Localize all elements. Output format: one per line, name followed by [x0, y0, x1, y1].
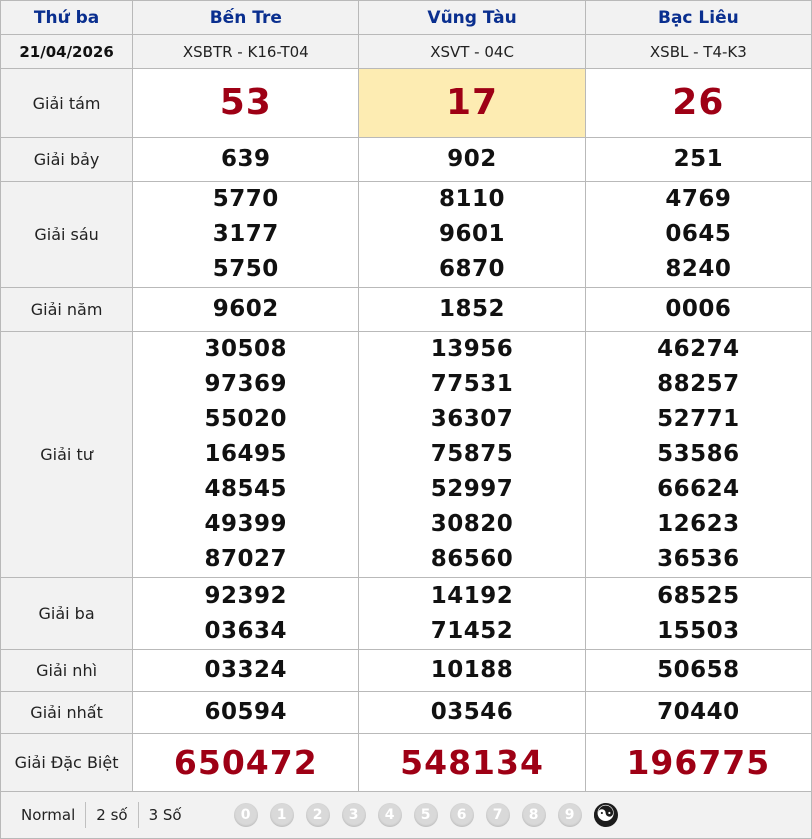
number: 60594 — [204, 699, 288, 725]
number: 13956 — [430, 336, 514, 362]
draw-date: 21/04/2026 — [1, 35, 133, 69]
prize-7-col-1 — [359, 692, 585, 734]
number: 49399 — [204, 511, 288, 537]
mode-button-2-so[interactable]: 2 số — [86, 802, 138, 828]
digit-filter-0[interactable]: 0 — [234, 803, 258, 827]
prize-row-gia-i-sau — [1, 182, 812, 288]
number: 50658 — [657, 657, 740, 683]
number: 92392 — [204, 582, 288, 609]
prize-label-4: Giải tư — [1, 332, 133, 578]
number: 0006 — [665, 296, 732, 322]
number: 16495 — [204, 441, 288, 467]
prize-2-col-2 — [585, 182, 811, 288]
display-mode-group — [11, 802, 192, 828]
number: 77531 — [430, 371, 514, 397]
number: 97369 — [204, 371, 288, 397]
prize-label-2: Giải sáu — [1, 182, 133, 288]
number: 55020 — [204, 406, 288, 432]
number: 639 — [221, 146, 271, 172]
number: 10188 — [430, 657, 514, 683]
number: 48545 — [204, 476, 288, 502]
number: 196775 — [626, 742, 771, 782]
prize-label-0: Giải tám — [1, 69, 133, 138]
prize-2-col-0 — [133, 182, 359, 288]
digit-filter-9[interactable]: 9 — [558, 803, 582, 827]
number: 0645 — [665, 221, 732, 247]
draw-code-0: XSBTR - K16-T04 — [133, 35, 359, 69]
prize-2-col-1 — [359, 182, 585, 288]
prize-4-col-2 — [585, 332, 811, 578]
prize-5-col-0 — [133, 578, 359, 650]
number: 30508 — [204, 336, 288, 362]
number: 53 — [219, 82, 272, 123]
number: 15503 — [657, 617, 740, 644]
number: 9602 — [212, 296, 279, 322]
prize-8-col-0 — [133, 734, 359, 792]
prize-row-gia-i-nhat — [1, 692, 812, 734]
number: 68525 — [657, 582, 740, 609]
prize-0-col-2 — [585, 69, 811, 138]
number: 5750 — [212, 256, 279, 282]
prize-7-col-2 — [585, 692, 811, 734]
header-province-0[interactable]: Bến Tre — [133, 1, 359, 35]
number: 87027 — [204, 546, 288, 572]
number: 52997 — [430, 476, 514, 502]
number: 03546 — [430, 699, 514, 725]
digit-filter-group — [234, 803, 618, 827]
prize-1-col-1 — [359, 138, 585, 182]
prize-8-col-1 — [359, 734, 585, 792]
digit-filter-5[interactable]: 5 — [414, 803, 438, 827]
prize-row-gia-i-bay — [1, 138, 812, 182]
table-code-row — [1, 35, 812, 69]
digit-filter-2[interactable]: 2 — [306, 803, 330, 827]
prize-label-7: Giải nhất — [1, 692, 133, 734]
number: 03324 — [204, 657, 288, 683]
prize-5-col-1 — [359, 578, 585, 650]
prize-5-col-2 — [585, 578, 811, 650]
prize-row-gia-i-nhi — [1, 650, 812, 692]
number: 52771 — [657, 406, 740, 432]
header-day: Thứ ba — [1, 1, 133, 35]
digit-filter-6[interactable]: 6 — [450, 803, 474, 827]
prize-row-gia-i-tam — [1, 69, 812, 138]
prize-label-3: Giải năm — [1, 288, 133, 332]
header-province-2[interactable]: Bạc Liêu — [585, 1, 811, 35]
prize-row-gia-i-dac-biet — [1, 734, 812, 792]
prize-1-col-0 — [133, 138, 359, 182]
mode-button-normal[interactable]: Normal — [11, 802, 86, 828]
prize-0-col-1 — [359, 69, 585, 138]
number: 5770 — [212, 186, 279, 212]
number: 86560 — [430, 546, 514, 572]
number: 66624 — [657, 476, 740, 502]
number: 6870 — [439, 256, 506, 282]
number: 14192 — [430, 582, 514, 609]
number: 53586 — [657, 441, 740, 467]
number: 70440 — [657, 699, 740, 725]
number: 03634 — [204, 617, 288, 644]
digit-filter-7[interactable]: 7 — [486, 803, 510, 827]
prize-7-col-0 — [133, 692, 359, 734]
number: 88257 — [657, 371, 740, 397]
prize-6-col-1 — [359, 650, 585, 692]
table-header-row — [1, 1, 812, 35]
number: 8240 — [665, 256, 732, 282]
number: 902 — [447, 146, 497, 172]
number: 251 — [673, 146, 724, 172]
number: 548134 — [400, 742, 544, 782]
number: 26 — [672, 82, 725, 123]
prize-row-gia-i-nam — [1, 288, 812, 332]
prize-3-col-1 — [359, 288, 585, 332]
prize-0-col-0 — [133, 69, 359, 138]
prize-3-col-0 — [133, 288, 359, 332]
digit-filter-4[interactable]: 4 — [378, 803, 402, 827]
digit-filter-1[interactable]: 1 — [270, 803, 294, 827]
prize-6-col-2 — [585, 650, 811, 692]
prize-4-col-0 — [133, 332, 359, 578]
prize-1-col-2 — [585, 138, 811, 182]
number: 1852 — [439, 296, 506, 322]
number: 36536 — [657, 546, 740, 572]
prize-label-6: Giải nhì — [1, 650, 133, 692]
digit-filter-3[interactable]: 3 — [342, 803, 366, 827]
prize-row-gia-i-ba — [1, 578, 812, 650]
prize-8-col-2 — [585, 734, 811, 792]
number: 36307 — [430, 406, 514, 432]
number: 71452 — [430, 617, 514, 644]
prize-row-gia-i-tu — [1, 332, 812, 578]
number: 75875 — [430, 441, 514, 467]
prize-4-col-1 — [359, 332, 585, 578]
prize-6-col-0 — [133, 650, 359, 692]
prize-label-5: Giải ba — [1, 578, 133, 650]
number: 9601 — [439, 221, 506, 247]
number: 4769 — [665, 186, 732, 212]
number: 3177 — [212, 221, 279, 247]
prize-label-8: Giải Đặc Biệt — [1, 734, 133, 792]
prize-3-col-2 — [585, 288, 811, 332]
draw-code-1: XSVT - 04C — [359, 35, 585, 69]
number: 650472 — [173, 742, 318, 782]
number: 30820 — [430, 511, 514, 537]
mode-button-3-so[interactable]: 3 Số — [148, 806, 182, 824]
number: 8110 — [439, 186, 506, 212]
yin-yang-icon[interactable] — [594, 803, 618, 827]
number: 46274 — [657, 336, 740, 362]
number: 17 — [446, 82, 499, 123]
prize-label-1: Giải bảy — [1, 138, 133, 182]
digit-filter-8[interactable]: 8 — [522, 803, 546, 827]
number: 12623 — [657, 511, 740, 537]
draw-code-2: XSBL - T4-K3 — [585, 35, 811, 69]
header-province-1[interactable]: Vũng Tàu — [359, 1, 585, 35]
